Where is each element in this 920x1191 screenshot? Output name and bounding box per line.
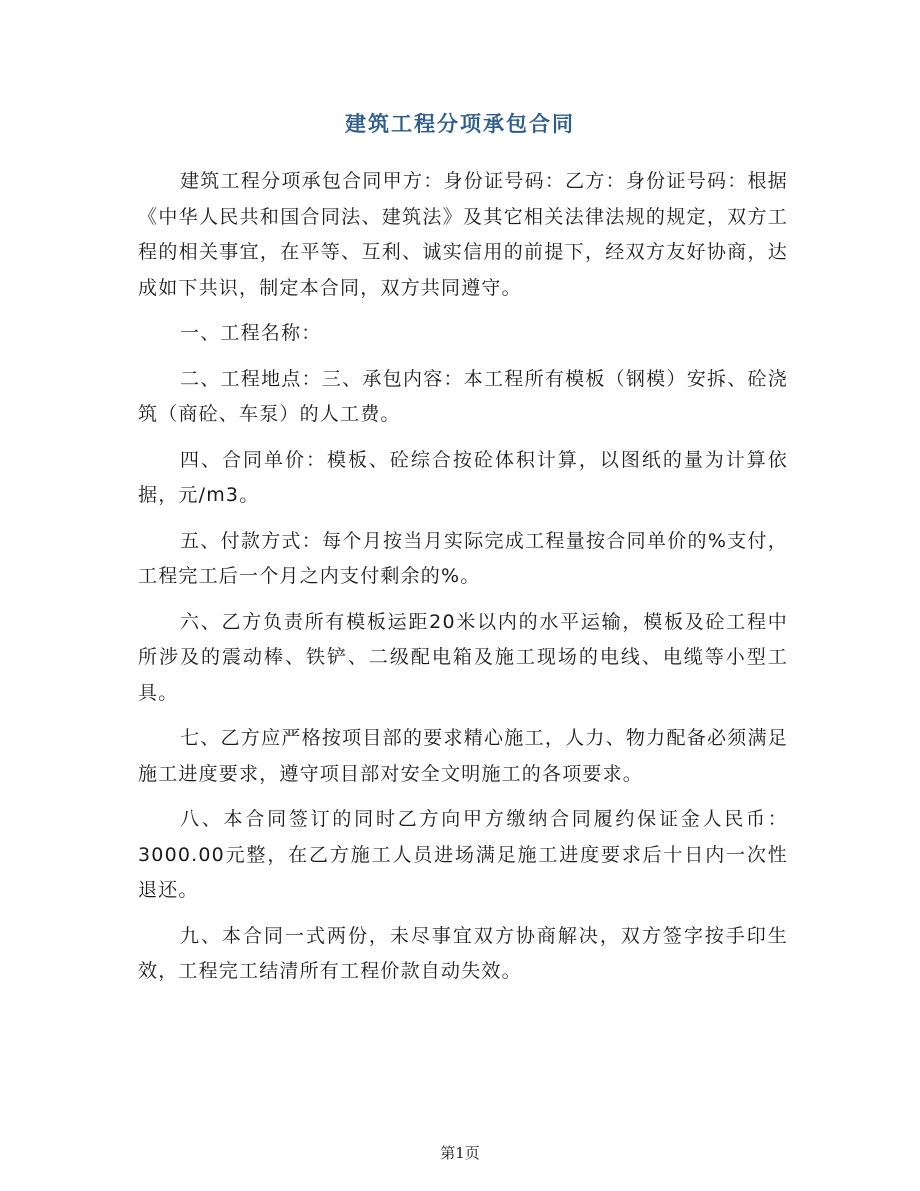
paragraph-project-name: 一、工程名称： [180,322,322,344]
paragraph-deposit: 八、本合同签订的同时乙方向甲方缴纳合同履约保证金人民币：3000.00元整，在乙方施工人员进场满足施工进度要求后十日内一次性退还。 [138,808,788,901]
paragraph-transport-tools: 六、乙方负责所有模板运距20米以内的水平运输，模板及砼工程中所涉及的震动棒、铁铲、二级配电箱及施工现场的电线、电缆等小型工具。 [138,610,788,704]
document-title: 建筑工程分项承包合同 [345,111,575,136]
paragraph-unit-price: 四、合同单价：模板、砼综合按砼体积计算，以图纸的量为计算依据，元/m3。 [138,448,788,506]
paragraph-location-scope: 二、工程地点：三、承包内容：本工程所有模板（钢模）安拆、砼浇筑（商砼、车泵）的人工费。 [138,367,788,425]
page-number: 第1页 [440,1144,480,1162]
paragraph-copies-validity: 九、本合同一式两份，未尽事宜双方协商解决，双方签字按手印生效，工程完工结清所有工程价款自动失效。 [138,924,788,982]
paragraph-payment: 五、付款方式：每个月按当月实际完成工程量按合同单价的%支付，工程完工后一个月之内支付剩余的%。 [138,529,788,587]
document-body [138,164,788,1000]
paragraph-construction-requirements: 七、乙方应严格按项目部的要求精心施工，人力、物力配备必须满足施工进度要求，遵守项目部对安全文明施工的各项要求。 [138,727,788,785]
paragraph-preamble: 建筑工程分项承包合同甲方：身份证号码：乙方：身份证号码：根据《中华人民共和国合同法、建筑法》及其它相关法律法规的规定，双方工程的相关事宜，在平等、互利、诚实信用的前提下，经双方友好协商，达成如下共识，制定本合同，双方共同遵守。 [138,170,788,299]
